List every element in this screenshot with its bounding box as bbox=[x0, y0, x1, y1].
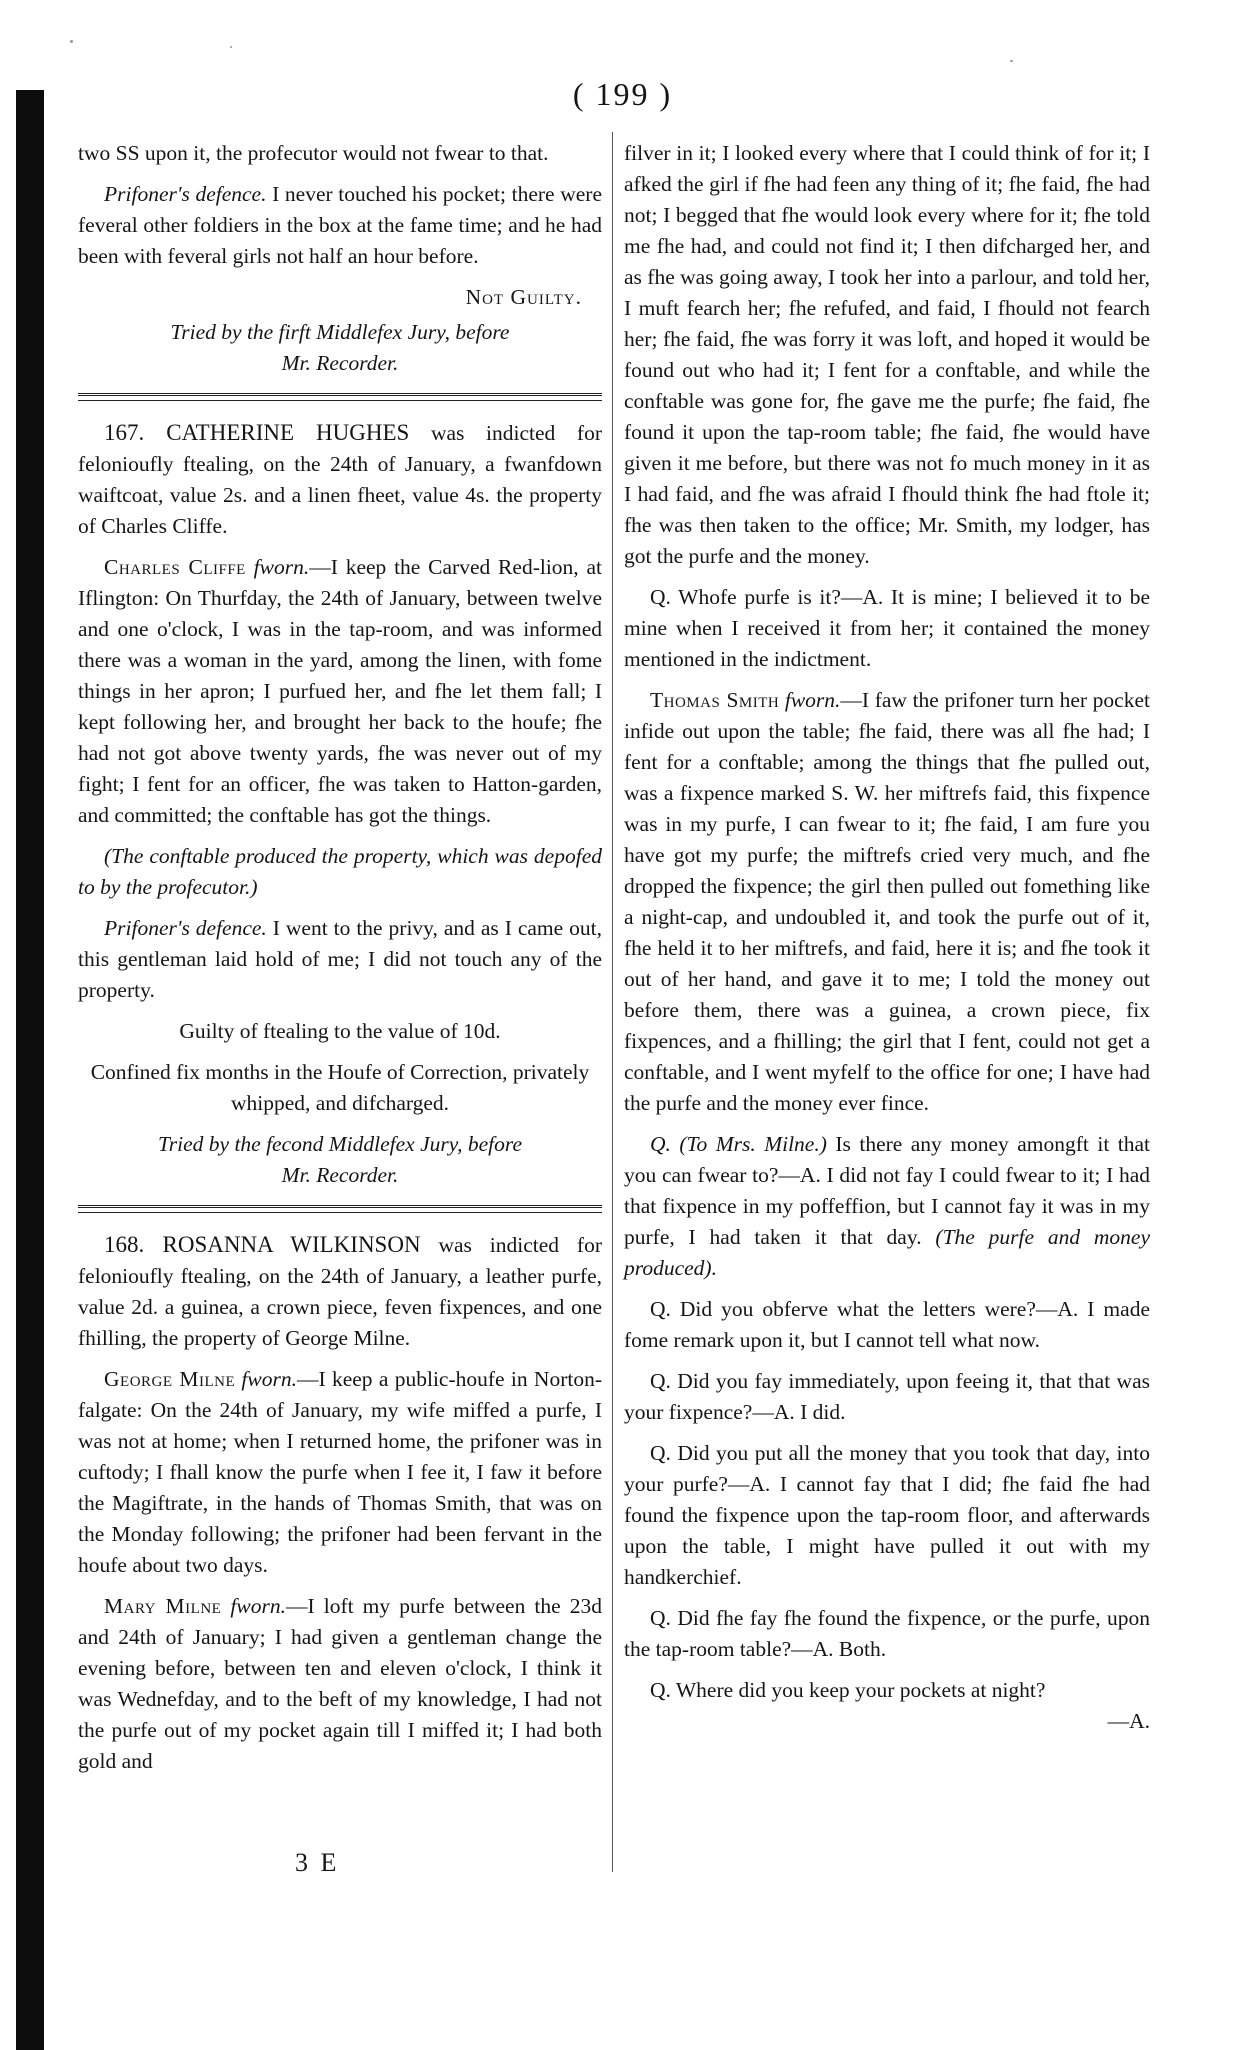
indictment-text: was indicted for felonioufly ftealing, on the 24th of January, a fwanfdown waiftcoat, value 2s. and a linen fheet, value 4s. the property of Charles Cliffe. bbox=[78, 421, 602, 538]
section-rule bbox=[78, 1205, 602, 1213]
witness-testimony bbox=[78, 552, 602, 831]
sworn-label: fworn. bbox=[779, 688, 841, 712]
prisoner-defence-paragraph bbox=[78, 913, 602, 1006]
tried-by-recorder: Mr. Recorder. bbox=[281, 351, 399, 375]
question-answer: Q. Did you put all the money that you took that day, into your purfe?—A. I cannot fay that I did; fhe faid fhe had found the fixpence upon the tap-room floor, and afterwards upon the table, I might have pulled it out with my handkerchief. bbox=[624, 1441, 1150, 1589]
case-heading: 167. CATHERINE HUGHES bbox=[104, 420, 410, 445]
case-heading: 168. ROSANNA WILKINSON bbox=[104, 1232, 421, 1257]
sentence: Confined fix months in the Houfe of Correction, privately whipped, and difcharged. bbox=[90, 1060, 590, 1115]
court-note: (The conftable produced the property, which was depofed to by the profecutor.) bbox=[78, 844, 602, 899]
witness-name: Mary Milne bbox=[104, 1594, 222, 1618]
indictment-text: was indicted for felonioufly ftealing, on the 24th of January, a leather purfe, value 2d. a guinea, a crown piece, feven fixpences, and one fhilling, the property of George Milne. bbox=[78, 1233, 602, 1350]
witness-name: George Milne bbox=[104, 1367, 236, 1391]
witness-name: Thomas Smith bbox=[650, 688, 780, 712]
paper-speck bbox=[230, 46, 232, 48]
testimony-text: —I keep the Carved Red-lion, at Iflington: On Thurfday, the 24th of January, between twelve and one o'clock, I was in the tap-room, and was informed there was a woman in the yard, among the linen, with fome things in her apron; I purfued her, and fhe let them fall; I kept following her, and brought her back to the houfe; fhe had not got above twenty yards, fhe was never out of my fight; I fent for an officer, fhe was taken to Hatton-garden, and committed; the conftable has got the things. bbox=[78, 555, 602, 827]
testimony-text: —I faw the prifoner turn her pocket infide out upon the table; fhe faid, there was all fhe had; I fent for a conftable; among the things that fhe pulled out, was a fixpence marked S. W. her miftrefs faid, this fixpence was in my purfe, I can fwear to it; fhe faid, I am fure you have got my purfe; the miftrefs cried very much, and fhe dropped the fixpence; the girl then pulled out fomething like a night-cap, and undoubled it, and took the purfe out of it, fhe held it to her miftrefs, and faid, here it is; and fhe took it out of her hand, and gave it to me; I told the money out before them, there was a guinea, a crown piece, fix fixpences, and a fhilling; the girl that I fent, could not get a conftable, and I went myfelf to the office for one; I have had the purfe and the money ever fince. bbox=[624, 688, 1150, 1115]
page-number: ( 199 ) bbox=[572, 76, 673, 112]
tried-by-line bbox=[78, 1129, 602, 1191]
witness-testimony bbox=[78, 1591, 602, 1777]
left-column bbox=[78, 138, 602, 1787]
case-168-indictment bbox=[78, 1229, 602, 1354]
question-answer: Q. Did fhe fay fhe found the fixpence, or the purfe, upon the tap-room table?—A. Both. bbox=[624, 1606, 1150, 1661]
sworn-label: fworn. bbox=[221, 1594, 286, 1618]
continued-testimony: filver in it; I looked every where that I could think of for it; I afked the girl if fhe had feen any thing of it; fhe faid, fhe had not; I begged that fhe would look every where for it; fhe told me fhe had, and could not find it; I then difcharged her, and as fhe was going away, I took her into a parlour, and told her, I muft fearch her; fhe refufed, and faid, I fhould not fearch her; fhe faid, fhe was forry it was loft, and hoped it would be found out who had it; I fent for a conftable, and while the conftable was gone for, fhe gave me the purfe; fhe faid, fhe found it upon the tap-room table; fhe faid, fhe would have given it me before, but there was not fo much money in it as I had faid, and fhe was afraid I fhould think fhe had ftole it; fhe was then taken to the office; Mr. Smith, my lodger, has got the purfe and the money. bbox=[624, 141, 1150, 568]
tried-by-recorder: Mr. Recorder. bbox=[281, 1163, 399, 1187]
right-column bbox=[624, 138, 1150, 1747]
question-answer: Q. Did you obferve what the letters were?—A. I made fome remark upon it, but I cannot tell what now. bbox=[624, 1297, 1150, 1352]
witness-name: Charles Cliffe bbox=[104, 555, 246, 579]
tried-by-jury: Tried by the firft Middlefex Jury, before bbox=[170, 320, 510, 344]
question-answer bbox=[624, 1129, 1150, 1284]
column-divider bbox=[612, 132, 613, 1872]
answer-continued: —A. bbox=[1107, 1709, 1150, 1733]
question-label: Q. (To Mrs. Milne.) bbox=[650, 1132, 827, 1156]
verdict: Guilty of ftealing to the value of 10d. bbox=[179, 1019, 501, 1043]
court-note: (The purfe and money produced). bbox=[624, 1225, 1150, 1280]
tried-by-jury: Tried by the fecond Middlefex Jury, before bbox=[158, 1132, 522, 1156]
case-167-indictment bbox=[78, 417, 602, 542]
verdict: Not Guilty. bbox=[465, 285, 582, 309]
defence-text: I went to the privy, and as I came out, this gentleman laid hold of me; I did not touch any of the property. bbox=[78, 916, 603, 1002]
sworn-label: fworn. bbox=[235, 1367, 297, 1391]
continued-paragraph: two SS upon it, the profecutor would not fwear to that. bbox=[78, 141, 549, 165]
testimony-text: —I loft my purfe between the 23d and 24th of January; I had given a gentleman change the evening before, between ten and eleven o'clock, I think it was Wednefday, and to the beft of my knowledge, I had not the purfe out of my pocket again till I miffed it; I had both gold and bbox=[78, 1594, 603, 1773]
printer-signature-mark: 3 E bbox=[295, 1848, 340, 1877]
book-spine-shadow bbox=[16, 90, 44, 2050]
defence-label: Prifoner's defence. bbox=[104, 182, 267, 206]
defence-text: I never touched his pocket; there were feveral other foldiers in the box at the fame time; and he had been with feveral girls not half an hour before. bbox=[78, 182, 603, 268]
prisoner-defence-paragraph bbox=[78, 179, 602, 272]
defence-label: Prifoner's defence. bbox=[104, 916, 267, 940]
question-answer: Q. Where did you keep your pockets at night? bbox=[650, 1678, 1046, 1702]
qa-text: Is there any money amongft it that you can fwear to?—A. I did not fay I could fwear to it; I had that fixpence in my poffeffion, but I cannot fay it was in my purfe, I had taken it that day. bbox=[624, 1132, 1151, 1249]
testimony-text: —I keep a public-houfe in Norton-falgate: On the 24th of January, my wife miffed a purfe, I was not at home; when I returned home, the prifoner was in cuftody; I fhall know the purfe when I fee it, I faw it before the Magiftrate, in the hands of Thomas Smith, that was on the Monday following; the prifoner had been fervant in the houfe about two days. bbox=[78, 1367, 602, 1577]
question-answer: Q. Did you fay immediately, upon feeing it, that that was your fixpence?—A. I did. bbox=[624, 1369, 1150, 1424]
sworn-label: fworn. bbox=[245, 555, 310, 579]
witness-testimony bbox=[624, 685, 1150, 1119]
paper-speck bbox=[70, 40, 73, 43]
question-answer: Q. Whofe purfe is it?—A. It is mine; I believed it to be mine when I received it from her; it contained the money mentioned in the indictment. bbox=[624, 585, 1150, 671]
paper-speck bbox=[1010, 60, 1013, 62]
section-rule bbox=[78, 393, 602, 401]
witness-testimony bbox=[78, 1364, 602, 1581]
tried-by-line bbox=[78, 317, 602, 379]
